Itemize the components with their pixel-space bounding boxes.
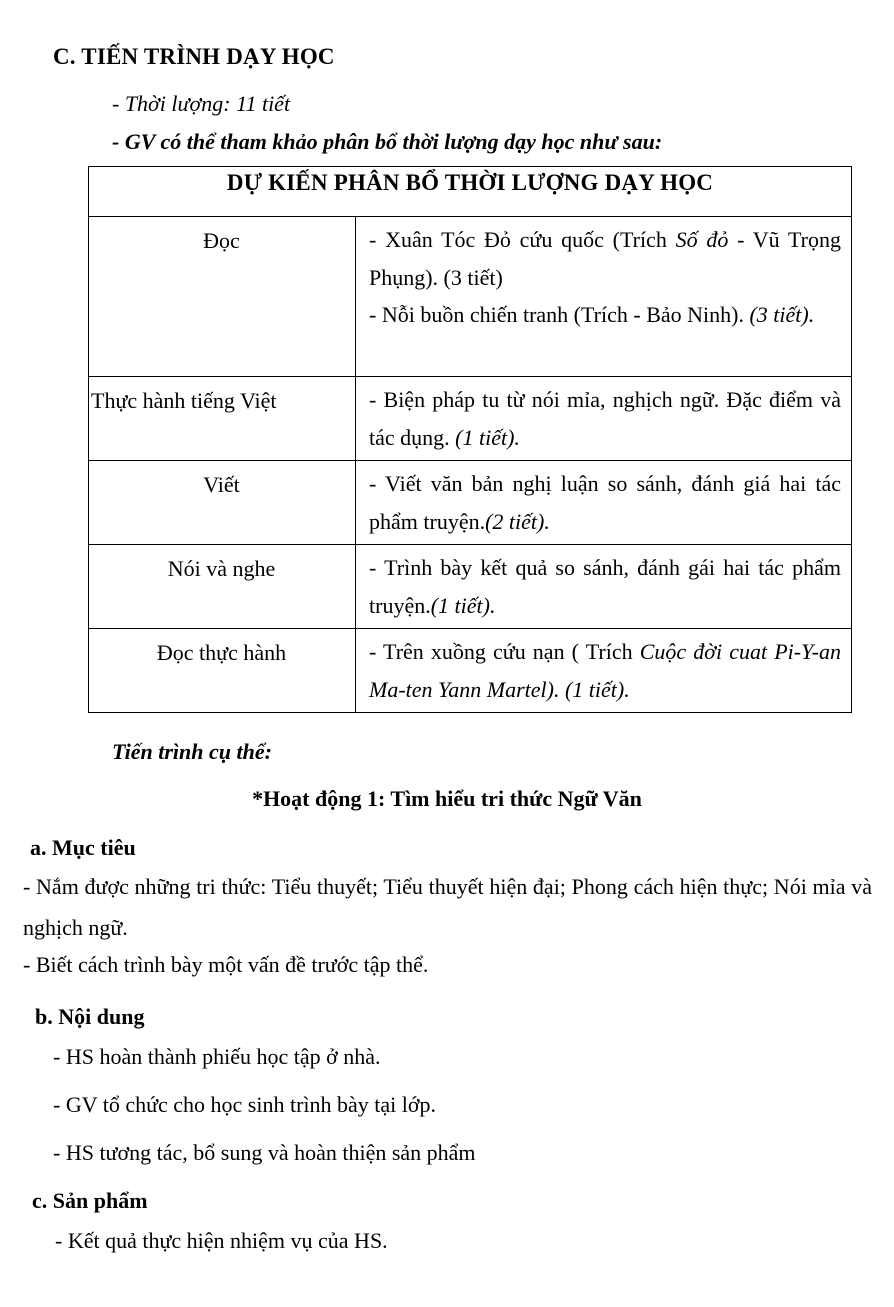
content-paragraph: [369, 221, 841, 296]
text-run-italic: Cuộc đời cuat Pi-Y-an Ma-ten Yann Martel). (1 tiết).: [369, 639, 842, 702]
schedule-table: [88, 166, 852, 713]
text-run-italic: (1 tiết).: [455, 424, 520, 450]
text-run-italic: (3 tiết).: [749, 302, 815, 327]
page-title: C. TIẾN TRÌNH DẠY HỌC: [53, 44, 335, 69]
section-c-heading: c. Sản phẩm: [32, 1188, 148, 1213]
section-c-item-1: - Kết quả thực hiện nhiệm vụ của HS.: [55, 1228, 388, 1253]
content-paragraph: [369, 549, 841, 624]
activity-1-title: *Hoạt động 1: Tìm hiểu tri thức Ngữ Văn: [252, 786, 642, 811]
process-title: Tiến trình cụ thể:: [112, 739, 272, 764]
row-content-doc: [356, 217, 852, 377]
table-row-doc-thuc-hanh: [89, 629, 852, 713]
content-paragraph: [369, 381, 841, 456]
row-label-viet: Viết: [89, 461, 356, 545]
section-a-paragraph-2: - Biết cách trình bày một vấn đề trước tập thể.: [23, 952, 429, 977]
text-run: - Biện pháp tu từ nói mỉa, nghịch ngữ. Đặc điểm và tác dụng.: [369, 387, 841, 450]
table-row-doc: [89, 217, 852, 377]
content-paragraph: [369, 633, 841, 708]
table-title: DỰ KIẾN PHÂN BỔ THỜI LƯỢNG DẠY HỌC: [89, 167, 852, 217]
duration-line: - Thời lượng: 11 tiết: [112, 91, 291, 116]
row-content-thuc-hanh: [356, 377, 852, 461]
section-b-item-2: - GV tổ chức cho học sinh trình bày tại lớp.: [53, 1092, 437, 1117]
row-label-noi-va-nghe: Nói và nghe: [89, 545, 356, 629]
section-a-paragraph-1: - Nắm được những tri thức: Tiểu thuyết; Tiểu thuyết hiện đại; Phong cách hiện thực; Nói mỉa và nghịch ngữ.: [23, 874, 872, 940]
text-run: - Trên xuồng cứu nạn ( Trích: [369, 639, 640, 664]
row-content-noi-va-nghe: [356, 545, 852, 629]
text-run-italic: (1 tiết).: [430, 592, 496, 618]
row-content-doc-thuc-hanh: [356, 629, 852, 713]
row-content-viet: [356, 461, 852, 545]
text-run-italic: Số đỏ: [675, 227, 729, 252]
section-b-item-3: - HS tương tác, bổ sung và hoàn thiện sản phẩm: [53, 1140, 476, 1165]
row-label-thuc-hanh: Thực hành tiếng Việt: [89, 377, 356, 461]
text-run: - Trình bày kết quả so sánh, đánh gái hai tác phẩm truyện.: [369, 555, 841, 618]
content-paragraph: [369, 465, 841, 540]
text-run: - Nỗi buồn chiến tranh (Trích - Bảo Ninh).: [369, 302, 750, 327]
row-label-doc: Đọc: [89, 217, 356, 377]
text-run: - Xuân Tóc Đỏ cứu quốc (Trích: [369, 227, 676, 252]
table-header-row: [89, 167, 852, 217]
text-run: - Viết văn bản nghị luận so sánh, đánh giá hai tác phẩm truyện.: [369, 471, 841, 534]
content-paragraph: [369, 296, 841, 334]
table-row-viet: [89, 461, 852, 545]
table-row-noi-va-nghe: [89, 545, 852, 629]
table-row-thuc-hanh: [89, 377, 852, 461]
section-b-heading: b. Nội dung: [35, 1004, 145, 1029]
section-b-item-1: - HS hoàn thành phiếu học tập ở nhà.: [53, 1044, 381, 1069]
row-label-doc-thuc-hanh: Đọc thực hành: [89, 629, 356, 713]
intro-line: - GV có thể tham khảo phân bổ thời lượng dạy học như sau:: [112, 129, 663, 154]
section-a-heading: a. Mục tiêu: [30, 835, 136, 860]
text-run-italic: (2 tiết).: [485, 508, 550, 534]
text-run: - Vũ Trọng Phụng). (3 tiết): [369, 227, 841, 290]
